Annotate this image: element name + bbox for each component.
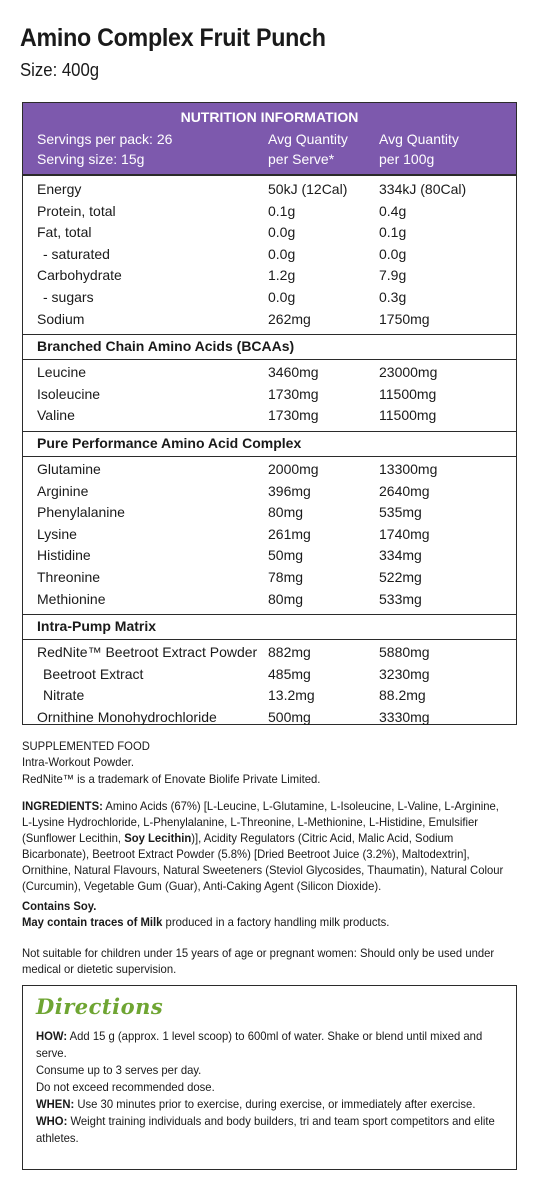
nutrient-per-100g: 11500mg <box>379 385 437 402</box>
col-serve-heading-1: Avg Quantity <box>268 131 348 147</box>
nutrient-name: Sodium <box>37 310 85 327</box>
product-title: Amino Complex Fruit Punch <box>20 24 326 52</box>
section-divider <box>23 456 516 457</box>
nutrient-per-100g: 5880mg <box>379 644 430 661</box>
nutrient-per-serve: 80mg <box>268 504 304 521</box>
nutrient-per-100g: 2640mg <box>379 482 430 499</box>
ingredients-part2: )], Acidity Regulators (Citric Acid, Malic Acid, Sodium Bicarbonate), Beetroot Extract Powder (5.8%) [Dried Beetroot Juice (3.2%), Maltodextrin], Ornithine, Natural Flavours, Natural Sweeteners (Steviol Glycosides, Thaumatin), Natural Colour (Curcumin), Vegetable Gum (Guar), Anti-Caking Agent (Silicon Dioxide). <box>22 831 504 893</box>
nutrient-per-serve: 78mg <box>268 569 304 585</box>
section-divider <box>23 639 516 640</box>
nutrient-per-100g: 533mg <box>379 590 422 607</box>
nutrient-row <box>23 481 516 502</box>
col-100g-heading-2: per 100g <box>379 151 435 167</box>
directions-when: WHEN: Use 30 minutes prior to exercise, during exercise, or immediately after exercise. <box>36 1097 476 1111</box>
nutrient-per-100g: 0.4g <box>379 202 407 219</box>
directions-box <box>22 985 517 1170</box>
nutrient-row <box>23 567 516 588</box>
nutrient-per-serve: 262mg <box>268 310 311 327</box>
suitability-warning: Not suitable for children under 15 years of age or pregnant women: Should only be used under medical or dietetic supervision. <box>22 946 495 976</box>
nutrient-name: Ornithine Monohydrochloride <box>37 709 217 725</box>
nutrient-per-serve: 80mg <box>268 590 304 607</box>
nutrient-name: RedNite™ Beetroot Extract Powder <box>37 644 258 661</box>
nutrient-row <box>23 459 516 480</box>
nutrient-per-serve: 50kJ (12Cal) <box>268 181 348 197</box>
nutrient-per-serve: 1730mg <box>268 385 319 402</box>
nutrient-name: Phenylalanine <box>37 504 125 521</box>
header-rule <box>23 174 516 176</box>
nutrient-per-serve: 1.2g <box>268 267 296 284</box>
contains-soy: Contains Soy. <box>22 899 97 913</box>
ingredients <box>22 798 511 894</box>
section-heading: Pure Performance Amino Acid Complex <box>37 435 302 451</box>
nutrient-per-100g: 0.3g <box>379 289 407 305</box>
directions-who: WHO: Weight training individuals and body builders, tri and team sport competitors and elite athletes. <box>36 1114 495 1145</box>
product-type: Intra-Workout Powder. <box>22 755 135 769</box>
nutrient-row <box>23 384 516 405</box>
nutrient-name: Glutamine <box>37 461 101 477</box>
nutrient-per-100g: 334kJ (80Cal) <box>379 181 467 197</box>
section-divider <box>23 614 516 615</box>
nutrient-row <box>23 524 516 545</box>
supplemented-food: SUPPLEMENTED FOOD <box>22 739 150 753</box>
product-size: Size: 400g <box>20 60 100 80</box>
nutrient-name: Histidine <box>37 547 91 564</box>
nutrient-per-100g: 23000mg <box>379 364 438 381</box>
nutrient-row <box>23 265 516 286</box>
nutrient-name: Fat, total <box>37 224 92 241</box>
nutrient-per-100g: 13300mg <box>379 461 438 477</box>
nutrient-per-100g: 334mg <box>379 547 422 564</box>
col-100g-heading-1: Avg Quantity <box>379 131 459 147</box>
nutrient-name: Protein, total <box>37 202 116 219</box>
nutrient-per-serve: 882mg <box>268 644 311 661</box>
nutrient-name: Isoleucine <box>37 385 101 402</box>
nutrient-row <box>23 179 516 200</box>
nutrient-row <box>23 502 516 523</box>
nutrient-name: Arginine <box>37 482 89 499</box>
ingredients-label: INGREDIENTS: <box>22 799 103 813</box>
nutrient-name: Threonine <box>37 569 101 585</box>
directions-title: Directions <box>36 994 164 1019</box>
nutrient-row <box>23 685 516 706</box>
milk-warning: May contain traces of Milk produced in a factory handling milk products. <box>22 915 390 929</box>
nutrient-row <box>23 405 516 426</box>
nutrient-per-100g: 88.2mg <box>379 687 426 704</box>
nutrient-per-serve: 0.0g <box>268 245 296 262</box>
section-divider <box>23 334 516 335</box>
nutrient-per-100g: 3330mg <box>379 709 430 725</box>
nutrient-per-100g: 7.9g <box>379 267 407 284</box>
nutrient-per-serve: 50mg <box>268 547 304 564</box>
col-serve-heading-2: per Serve* <box>268 151 335 167</box>
directions-serves: Consume up to 3 serves per day. <box>36 1063 202 1077</box>
nutrient-per-serve: 0.1g <box>268 202 296 219</box>
nutrient-per-100g: 1750mg <box>379 310 430 327</box>
nutrient-name: Leucine <box>37 364 87 381</box>
nutrient-per-100g: 1740mg <box>379 525 430 542</box>
nutrient-per-serve: 485mg <box>268 665 311 682</box>
nutrient-row <box>23 222 516 243</box>
nutrition-heading: NUTRITION INFORMATION <box>180 109 359 125</box>
nutrient-per-100g: 535mg <box>379 504 422 521</box>
nutrient-name: Lysine <box>37 525 77 542</box>
nutrient-row <box>23 287 516 308</box>
nutrition-header <box>23 103 516 174</box>
section-heading: Branched Chain Amino Acids (BCAAs) <box>37 338 295 355</box>
section-heading: Intra-Pump Matrix <box>37 618 157 635</box>
nutrient-per-serve: 261mg <box>268 525 311 542</box>
nutrient-row <box>23 244 516 265</box>
nutrient-per-100g: 3230mg <box>379 665 430 682</box>
directions-body <box>36 1028 506 1147</box>
nutrient-name: Energy <box>37 181 82 197</box>
nutrient-per-100g: 522mg <box>379 569 422 585</box>
nutrient-per-serve: 3460mg <box>268 364 319 381</box>
nutrient-per-serve: 2000mg <box>268 461 319 477</box>
nutrient-per-serve: 500mg <box>268 709 311 725</box>
nutrient-row <box>23 642 516 663</box>
trademark-note: RedNite™ is a trademark of Enovate Biolife Private Limited. <box>22 772 321 786</box>
nutrient-per-100g: 0.0g <box>379 245 407 262</box>
nutrient-name: Nitrate <box>43 687 85 704</box>
nutrient-per-100g: 11500mg <box>379 407 437 424</box>
ingredients-soy: Soy Lecithin <box>124 831 192 845</box>
nutrient-per-serve: 396mg <box>268 482 311 499</box>
nutrient-name: Carbohydrate <box>37 267 122 284</box>
serving-size: Serving size: 15g <box>37 151 145 167</box>
nutrient-per-serve: 1730mg <box>268 407 319 424</box>
nutrient-name: Methionine <box>37 590 106 607</box>
nutrient-name: - saturated <box>43 245 110 262</box>
nutrient-row <box>23 201 516 222</box>
nutrient-name: Beetroot Extract <box>43 665 144 682</box>
nutrient-per-100g: 0.1g <box>379 224 407 241</box>
section-divider <box>23 431 516 432</box>
nutrient-name: - sugars <box>43 289 94 305</box>
directions-how: HOW: Add 15 g (approx. 1 level scoop) to 600ml of water. Shake or blend until mixed and serve. <box>36 1029 483 1060</box>
nutrient-per-serve: 0.0g <box>268 224 296 241</box>
directions-dose: Do not exceed recommended dose. <box>36 1080 215 1094</box>
nutrient-row <box>23 309 516 330</box>
section-divider <box>23 359 516 360</box>
nutrient-row <box>23 589 516 610</box>
ingredients-part1: Amino Acids (67%) [L-Leucine, L-Glutamine, L-Isoleucine, L-Valine, L-Arginine, L-Lysine Hydrochloride, L-Phenylalanine, L-Threonine, L-Methionine, L-Histidine, Emulsifier (Sunflower Lecithin, <box>22 799 499 845</box>
servings-per-pack: Servings per pack: 26 <box>37 131 173 147</box>
nutrient-row <box>23 545 516 566</box>
nutrient-name: Valine <box>37 407 75 424</box>
nutrient-per-serve: 0.0g <box>268 289 296 305</box>
nutrient-row <box>23 664 516 685</box>
nutrient-row <box>23 362 516 383</box>
nutrient-per-serve: 13.2mg <box>268 687 315 704</box>
nutrient-row <box>23 707 516 728</box>
nutrition-panel <box>22 102 517 725</box>
